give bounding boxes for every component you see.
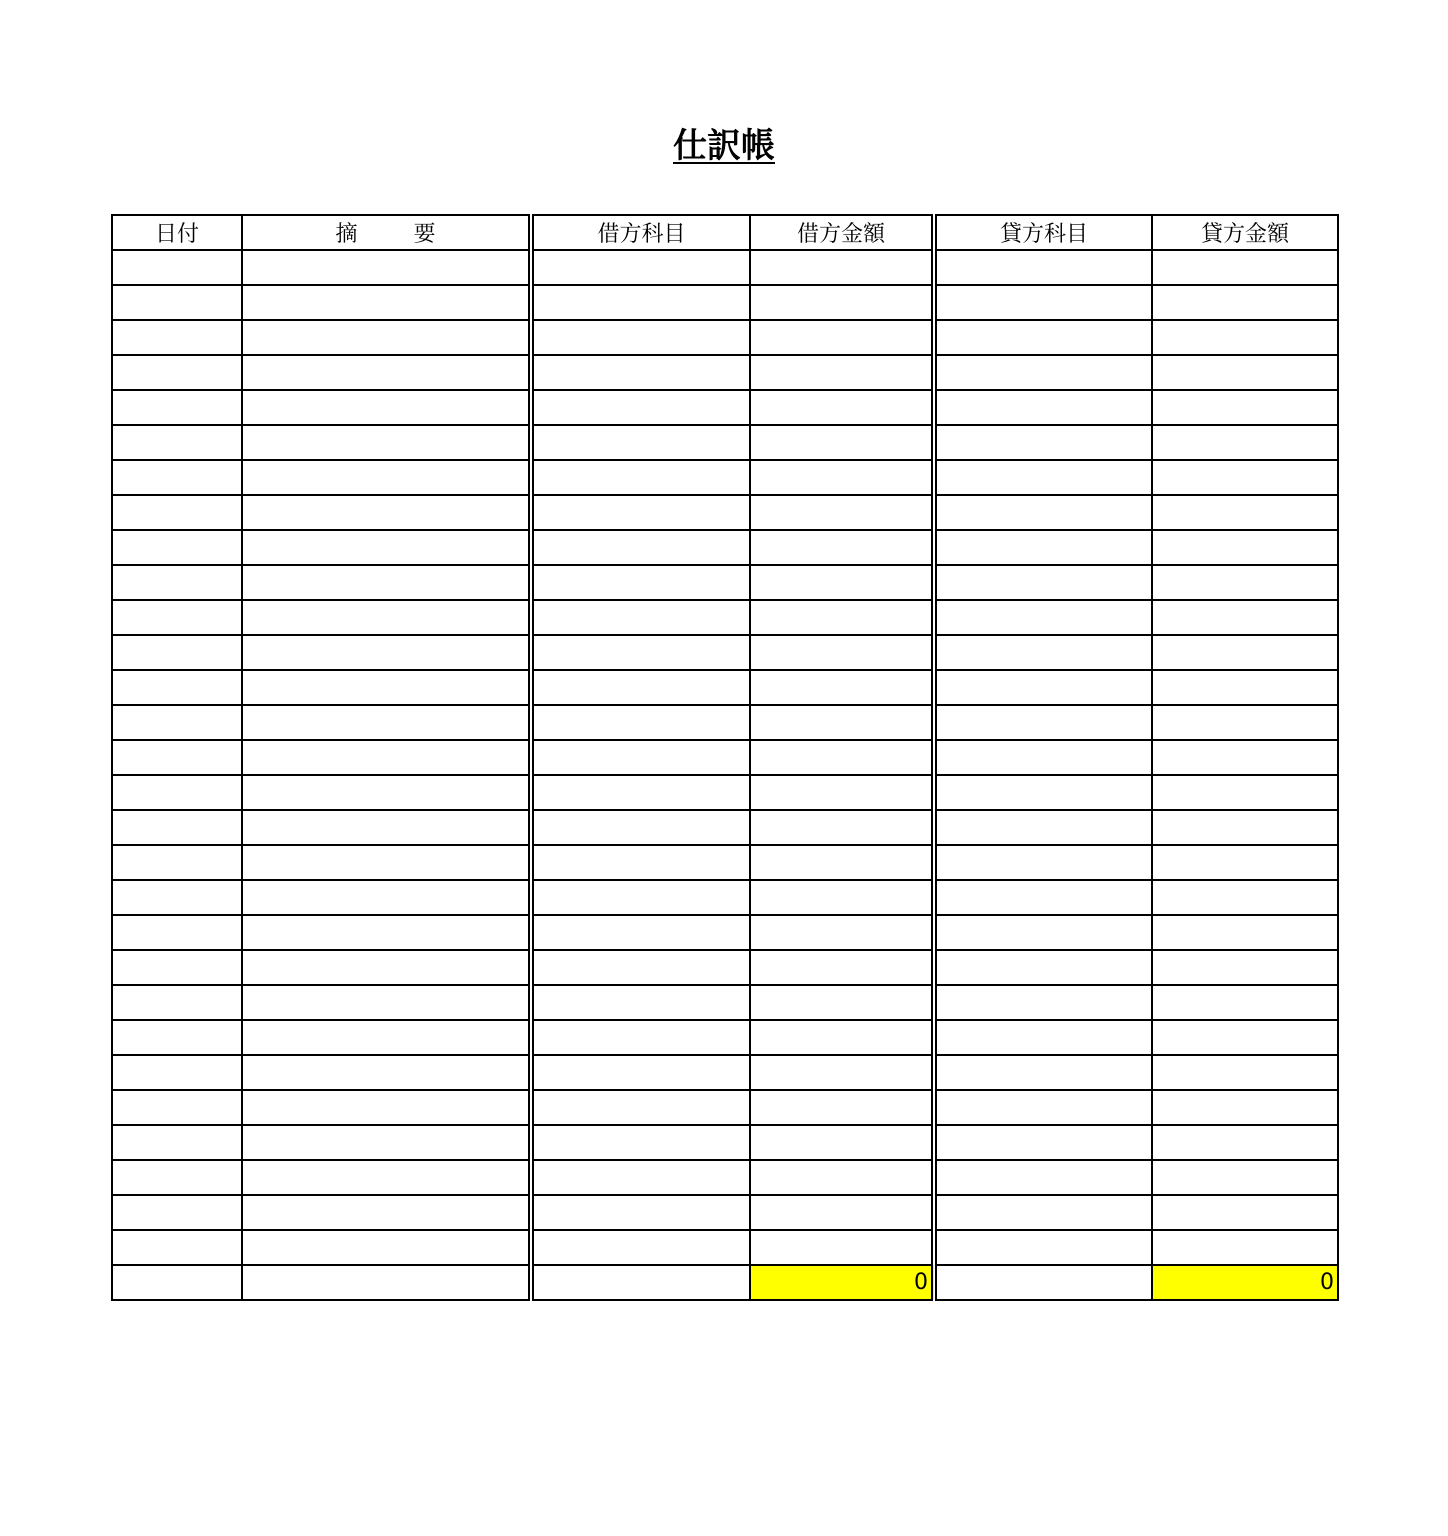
table-row	[112, 985, 1338, 1020]
credit-account-cell[interactable]	[934, 1125, 1152, 1160]
debit-amount-cell[interactable]	[750, 670, 934, 705]
debit-account-cell[interactable]	[531, 425, 750, 460]
date-cell[interactable]	[112, 915, 242, 950]
date-cell[interactable]	[112, 775, 242, 810]
debit-amount-cell[interactable]	[750, 1055, 934, 1090]
credit-amount-cell[interactable]	[1152, 880, 1338, 915]
debit-amount-cell[interactable]	[750, 1090, 934, 1125]
debit-amount-cell[interactable]	[750, 1020, 934, 1055]
header-summary-part1: 摘	[335, 222, 358, 247]
debit-account-cell[interactable]	[531, 1195, 750, 1230]
table-row	[112, 740, 1338, 775]
summary-cell[interactable]	[242, 320, 531, 355]
summary-cell[interactable]	[242, 635, 531, 670]
credit-account-cell[interactable]	[934, 1230, 1152, 1265]
credit-amount-cell[interactable]	[1152, 985, 1338, 1020]
total-summary-cell[interactable]	[242, 1265, 531, 1300]
total-date-cell[interactable]	[112, 1265, 242, 1300]
date-cell[interactable]	[112, 670, 242, 705]
table-row	[112, 460, 1338, 495]
summary-cell[interactable]	[242, 495, 531, 530]
date-cell[interactable]	[112, 635, 242, 670]
credit-account-cell[interactable]	[934, 985, 1152, 1020]
date-cell[interactable]	[112, 565, 242, 600]
header-debit-account: 借方科目	[531, 215, 750, 250]
debit-amount-cell[interactable]	[750, 565, 934, 600]
credit-amount-cell[interactable]	[1152, 670, 1338, 705]
debit-account-cell[interactable]	[531, 320, 750, 355]
credit-amount-cell[interactable]	[1152, 355, 1338, 390]
credit-account-cell[interactable]	[934, 425, 1152, 460]
debit-account-cell[interactable]	[531, 950, 750, 985]
debit-amount-cell[interactable]	[750, 915, 934, 950]
table-row	[112, 285, 1338, 320]
summary-cell[interactable]	[242, 740, 531, 775]
credit-account-cell[interactable]	[934, 670, 1152, 705]
date-cell[interactable]	[112, 530, 242, 565]
credit-amount-cell[interactable]	[1152, 740, 1338, 775]
debit-account-cell[interactable]	[531, 1090, 750, 1125]
summary-cell[interactable]	[242, 425, 531, 460]
table-row	[112, 775, 1338, 810]
credit-amount-cell[interactable]	[1152, 1020, 1338, 1055]
table-row	[112, 1195, 1338, 1230]
credit-account-cell[interactable]	[934, 565, 1152, 600]
date-cell[interactable]	[112, 1230, 242, 1265]
summary-cell[interactable]	[242, 565, 531, 600]
summary-cell[interactable]	[242, 600, 531, 635]
table-row	[112, 845, 1338, 880]
date-cell[interactable]	[112, 250, 242, 285]
table-row	[112, 915, 1338, 950]
header-debit-amount: 借方金額	[750, 215, 934, 250]
credit-amount-cell[interactable]	[1152, 320, 1338, 355]
table-row	[112, 320, 1338, 355]
summary-cell[interactable]	[242, 460, 531, 495]
credit-amount-cell[interactable]	[1152, 845, 1338, 880]
table-row	[112, 705, 1338, 740]
table-row	[112, 1055, 1338, 1090]
debit-amount-cell[interactable]	[750, 740, 934, 775]
credit-account-cell[interactable]	[934, 320, 1152, 355]
debit-account-cell[interactable]	[531, 495, 750, 530]
journal-body	[112, 250, 1338, 1300]
debit-amount-cell[interactable]	[750, 880, 934, 915]
date-cell[interactable]	[112, 1055, 242, 1090]
debit-amount-cell[interactable]	[750, 950, 934, 985]
date-cell[interactable]	[112, 1125, 242, 1160]
table-row	[112, 495, 1338, 530]
debit-account-cell[interactable]	[531, 355, 750, 390]
credit-total-cell[interactable]: 0	[1152, 1265, 1338, 1300]
debit-amount-cell[interactable]	[750, 460, 934, 495]
date-cell[interactable]	[112, 600, 242, 635]
credit-account-cell[interactable]	[934, 250, 1152, 285]
debit-amount-cell[interactable]	[750, 390, 934, 425]
credit-account-cell[interactable]	[934, 390, 1152, 425]
debit-amount-cell[interactable]	[750, 775, 934, 810]
credit-amount-cell[interactable]	[1152, 460, 1338, 495]
credit-account-cell[interactable]	[934, 810, 1152, 845]
debit-account-cell[interactable]	[531, 740, 750, 775]
date-cell[interactable]	[112, 1020, 242, 1055]
summary-cell[interactable]	[242, 1125, 531, 1160]
debit-account-cell[interactable]	[531, 600, 750, 635]
summary-cell[interactable]	[242, 1160, 531, 1195]
table-row	[112, 565, 1338, 600]
credit-amount-cell[interactable]	[1152, 810, 1338, 845]
debit-amount-cell[interactable]	[750, 600, 934, 635]
credit-account-cell[interactable]	[934, 530, 1152, 565]
summary-cell[interactable]	[242, 390, 531, 425]
credit-amount-cell[interactable]	[1152, 1160, 1338, 1195]
credit-amount-cell[interactable]	[1152, 390, 1338, 425]
credit-account-cell[interactable]	[934, 950, 1152, 985]
debit-account-cell[interactable]	[531, 1125, 750, 1160]
title-text: 仕訳帳	[673, 126, 775, 166]
debit-account-cell[interactable]	[531, 1020, 750, 1055]
debit-amount-cell[interactable]	[750, 495, 934, 530]
header-row	[112, 215, 1338, 250]
credit-account-cell[interactable]	[934, 460, 1152, 495]
date-cell[interactable]	[112, 390, 242, 425]
debit-amount-cell[interactable]	[750, 705, 934, 740]
credit-amount-cell[interactable]	[1152, 1055, 1338, 1090]
date-cell[interactable]	[112, 285, 242, 320]
date-cell[interactable]	[112, 950, 242, 985]
credit-account-cell[interactable]	[934, 775, 1152, 810]
debit-account-cell[interactable]	[531, 1230, 750, 1265]
credit-account-cell[interactable]	[934, 880, 1152, 915]
credit-amount-cell[interactable]	[1152, 1230, 1338, 1265]
page-title	[0, 124, 1448, 168]
header-credit-account: 貸方科目	[934, 215, 1152, 250]
summary-cell[interactable]	[242, 845, 531, 880]
debit-account-cell[interactable]	[531, 705, 750, 740]
total-credit-account-cell[interactable]	[934, 1265, 1152, 1300]
credit-amount-cell[interactable]	[1152, 775, 1338, 810]
debit-account-cell[interactable]	[531, 285, 750, 320]
summary-cell[interactable]	[242, 880, 531, 915]
summary-cell[interactable]	[242, 1230, 531, 1265]
total-row	[112, 1265, 1338, 1300]
header-credit-amount: 貸方金額	[1152, 215, 1338, 250]
credit-account-cell[interactable]	[934, 1055, 1152, 1090]
debit-amount-cell[interactable]	[750, 285, 934, 320]
debit-account-cell[interactable]	[531, 810, 750, 845]
date-cell[interactable]	[112, 705, 242, 740]
summary-cell[interactable]	[242, 775, 531, 810]
summary-cell[interactable]	[242, 250, 531, 285]
debit-account-cell[interactable]	[531, 250, 750, 285]
table-row	[112, 425, 1338, 460]
debit-account-cell[interactable]	[531, 390, 750, 425]
journal-table	[111, 214, 1339, 1301]
credit-account-cell[interactable]	[934, 705, 1152, 740]
credit-account-cell[interactable]	[934, 635, 1152, 670]
credit-account-cell[interactable]	[934, 495, 1152, 530]
total-debit-account-cell[interactable]	[531, 1265, 750, 1300]
debit-amount-cell[interactable]	[750, 355, 934, 390]
summary-cell[interactable]	[242, 915, 531, 950]
credit-amount-cell[interactable]	[1152, 425, 1338, 460]
table-row	[112, 950, 1338, 985]
debit-amount-cell[interactable]	[750, 320, 934, 355]
credit-account-cell[interactable]	[934, 1160, 1152, 1195]
header-summary	[242, 215, 531, 250]
table-row	[112, 600, 1338, 635]
credit-amount-cell[interactable]	[1152, 950, 1338, 985]
table-row	[112, 810, 1338, 845]
debit-account-cell[interactable]	[531, 670, 750, 705]
summary-cell[interactable]	[242, 810, 531, 845]
table-row	[112, 880, 1338, 915]
table-row	[112, 1160, 1338, 1195]
date-cell[interactable]	[112, 425, 242, 460]
debit-account-cell[interactable]	[531, 460, 750, 495]
credit-account-cell[interactable]	[934, 845, 1152, 880]
credit-amount-cell[interactable]	[1152, 250, 1338, 285]
summary-cell[interactable]	[242, 950, 531, 985]
credit-amount-cell[interactable]	[1152, 495, 1338, 530]
table-row	[112, 1090, 1338, 1125]
date-cell[interactable]	[112, 880, 242, 915]
summary-cell[interactable]	[242, 1195, 531, 1230]
summary-cell[interactable]	[242, 1020, 531, 1055]
table-row	[112, 1230, 1338, 1265]
date-cell[interactable]	[112, 320, 242, 355]
debit-amount-cell[interactable]	[750, 530, 934, 565]
date-cell[interactable]	[112, 355, 242, 390]
credit-amount-cell[interactable]	[1152, 565, 1338, 600]
summary-cell[interactable]	[242, 1090, 531, 1125]
credit-account-cell[interactable]	[934, 740, 1152, 775]
credit-amount-cell[interactable]	[1152, 1195, 1338, 1230]
debit-account-cell[interactable]	[531, 1055, 750, 1090]
summary-cell[interactable]	[242, 705, 531, 740]
table-row	[112, 355, 1338, 390]
credit-amount-cell[interactable]	[1152, 285, 1338, 320]
credit-account-cell[interactable]	[934, 1020, 1152, 1055]
credit-account-cell[interactable]	[934, 600, 1152, 635]
debit-account-cell[interactable]	[531, 845, 750, 880]
credit-amount-cell[interactable]	[1152, 705, 1338, 740]
summary-cell[interactable]	[242, 355, 531, 390]
debit-account-cell[interactable]	[531, 530, 750, 565]
debit-amount-cell[interactable]	[750, 810, 934, 845]
credit-amount-cell[interactable]	[1152, 600, 1338, 635]
credit-account-cell[interactable]	[934, 1090, 1152, 1125]
debit-amount-cell[interactable]	[750, 1125, 934, 1160]
date-cell[interactable]	[112, 1160, 242, 1195]
table-row	[112, 250, 1338, 285]
debit-account-cell[interactable]	[531, 985, 750, 1020]
debit-account-cell[interactable]	[531, 775, 750, 810]
summary-cell[interactable]	[242, 530, 531, 565]
credit-amount-cell[interactable]	[1152, 530, 1338, 565]
date-cell[interactable]	[112, 495, 242, 530]
date-cell[interactable]	[112, 845, 242, 880]
credit-amount-cell[interactable]	[1152, 1125, 1338, 1160]
summary-cell[interactable]	[242, 670, 531, 705]
table-row	[112, 670, 1338, 705]
date-cell[interactable]	[112, 740, 242, 775]
credit-amount-cell[interactable]	[1152, 1090, 1338, 1125]
credit-amount-cell[interactable]	[1152, 635, 1338, 670]
debit-amount-cell[interactable]	[750, 845, 934, 880]
credit-account-cell[interactable]	[934, 915, 1152, 950]
debit-amount-cell[interactable]	[750, 635, 934, 670]
date-cell[interactable]	[112, 1090, 242, 1125]
date-cell[interactable]	[112, 1195, 242, 1230]
header-summary-part2: 要	[413, 222, 436, 247]
date-cell[interactable]	[112, 460, 242, 495]
debit-amount-cell[interactable]	[750, 1195, 934, 1230]
debit-amount-cell[interactable]	[750, 1230, 934, 1265]
header-date: 日付	[112, 215, 242, 250]
debit-amount-cell[interactable]	[750, 425, 934, 460]
date-cell[interactable]	[112, 985, 242, 1020]
debit-account-cell[interactable]	[531, 1160, 750, 1195]
summary-cell[interactable]	[242, 1055, 531, 1090]
debit-amount-cell[interactable]	[750, 250, 934, 285]
table-row	[112, 1020, 1338, 1055]
credit-account-cell[interactable]	[934, 355, 1152, 390]
credit-amount-cell[interactable]	[1152, 915, 1338, 950]
table-row	[112, 530, 1338, 565]
debit-account-cell[interactable]	[531, 915, 750, 950]
debit-account-cell[interactable]	[531, 565, 750, 600]
date-cell[interactable]	[112, 810, 242, 845]
summary-cell[interactable]	[242, 285, 531, 320]
credit-account-cell[interactable]	[934, 1195, 1152, 1230]
debit-amount-cell[interactable]	[750, 1160, 934, 1195]
table-row	[112, 390, 1338, 425]
debit-account-cell[interactable]	[531, 635, 750, 670]
table-row	[112, 1125, 1338, 1160]
table-row	[112, 635, 1338, 670]
summary-cell[interactable]	[242, 985, 531, 1020]
debit-total-cell[interactable]: 0	[750, 1265, 934, 1300]
debit-amount-cell[interactable]	[750, 985, 934, 1020]
debit-account-cell[interactable]	[531, 880, 750, 915]
credit-account-cell[interactable]	[934, 285, 1152, 320]
